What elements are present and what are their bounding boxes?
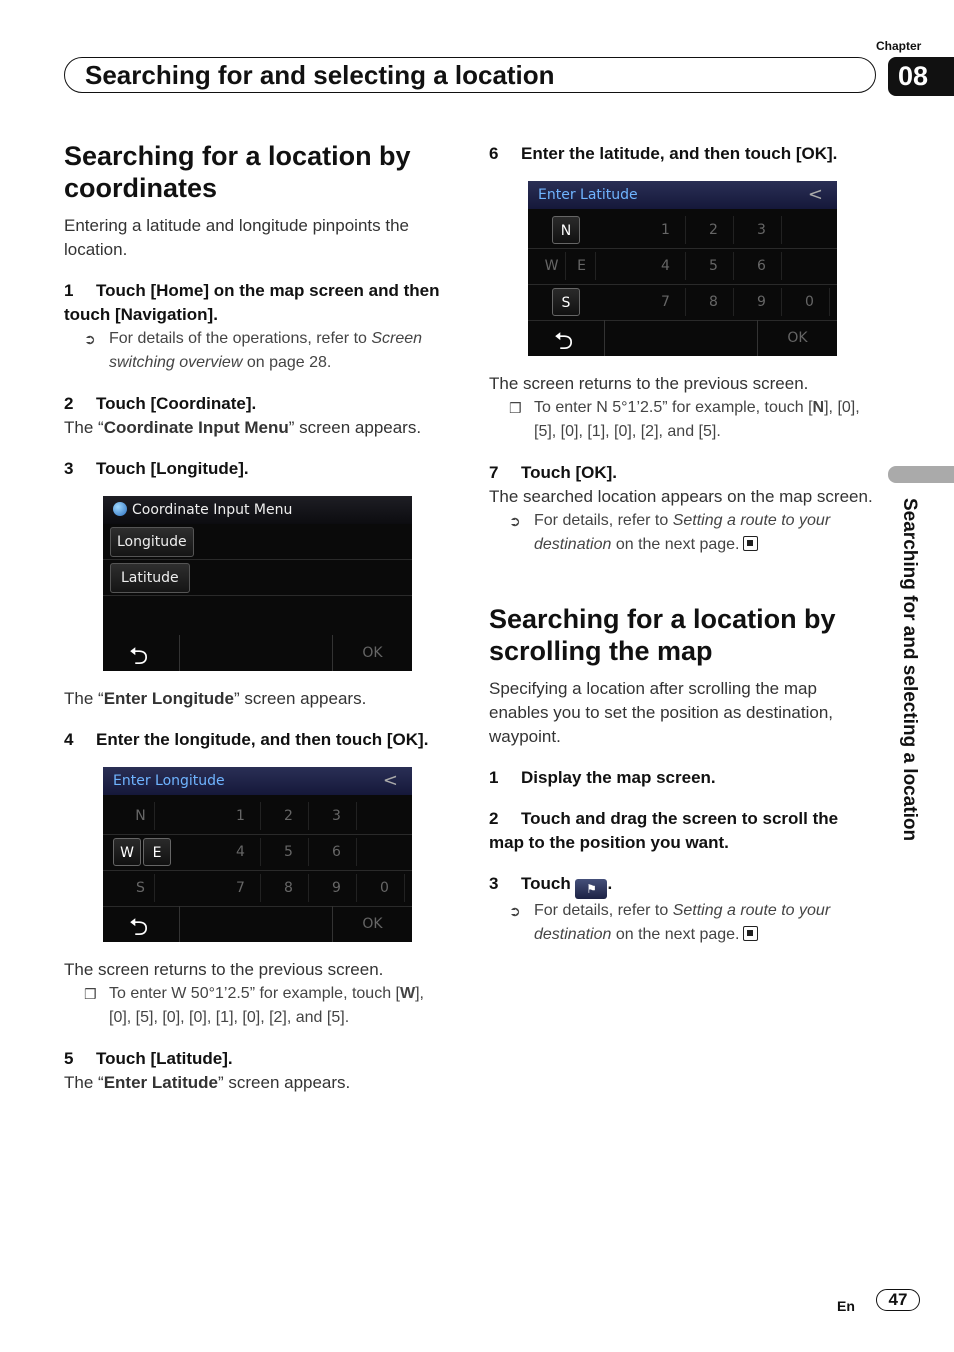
after-step-3: The “Enter Longitude” screen appears. — [64, 689, 367, 708]
key-3[interactable]: 3 — [742, 216, 782, 244]
key-s[interactable]: S — [552, 288, 580, 316]
step-6: 6 Enter the latitude, and then touch [OK]. — [489, 144, 838, 163]
key-6[interactable]: 6 — [317, 838, 357, 866]
intro-text: Entering a latitude and longitude pinpoints the location. — [64, 216, 409, 259]
screenshot-coordinate-menu — [103, 496, 412, 671]
step-4: 4 Enter the longitude, and then touch [OK]. — [64, 730, 429, 749]
key-w[interactable]: W — [113, 838, 141, 866]
key-0[interactable]: 0 — [790, 288, 830, 316]
key-4[interactable]: 4 — [221, 838, 261, 866]
step-5: 5 Touch [Latitude]. — [64, 1049, 233, 1068]
checkbox-icon: ❒ — [509, 400, 522, 416]
step-2: 2 Touch [Coordinate]. — [64, 394, 257, 413]
arrow-icon: ➲ — [84, 331, 96, 347]
left-column — [64, 140, 449, 1095]
key-n[interactable]: N — [127, 802, 155, 830]
note-6: ❒ To enter N 5°1’2.5” for example, touch [N], [0], [5], [0], [1], [0], [2], and [5]. — [489, 396, 874, 444]
end-mark-icon — [743, 536, 758, 551]
chapter-number: 08 — [888, 57, 954, 96]
note-1: ➲ For details of the operations, refer to Screen switching overview on page 28. — [64, 327, 449, 375]
screen-bottom-bar — [103, 635, 412, 671]
chapter-label: Chapter — [876, 39, 922, 53]
page-number: 47 — [876, 1289, 920, 1311]
screen-title: Enter Longitude < — [103, 767, 412, 795]
back-icon[interactable]: ⮌ — [554, 327, 574, 355]
step-2-body: The “Coordinate Input Menu” screen appears. — [64, 418, 422, 437]
arrow-icon: ➲ — [509, 513, 521, 529]
note-scroll-3: ➲ For details, refer to Setting a route to your destination on the next page. — [489, 899, 874, 947]
key-7[interactable]: 7 — [221, 874, 261, 902]
chevron-left-icon: < — [807, 184, 823, 205]
chapter-title: Searching for and selecting a location — [64, 57, 876, 93]
destination-flag-icon: ⚑ — [575, 879, 607, 899]
key-4[interactable]: 4 — [646, 252, 686, 280]
longitude-button[interactable]: Longitude — [110, 527, 194, 557]
right-column — [489, 140, 874, 947]
key-0[interactable]: 0 — [365, 874, 405, 902]
key-8[interactable]: 8 — [269, 874, 309, 902]
key-6[interactable]: 6 — [742, 252, 782, 280]
step-7: 7 Touch [OK]. — [489, 463, 617, 482]
screen-bottom-bar — [103, 906, 412, 942]
screenshot-enter-longitude — [103, 767, 412, 942]
key-9[interactable]: 9 — [317, 874, 357, 902]
screen-bottom-bar — [528, 320, 837, 356]
latitude-button[interactable]: Latitude — [110, 563, 190, 593]
scroll-step-3: 3 Touch ⚑ . — [489, 872, 874, 899]
side-tab-label: Searching for and selecting a location — [899, 498, 920, 842]
section-heading-scrolling: Searching for a location by scrolling the map — [489, 604, 836, 666]
side-tab-marker — [888, 466, 954, 483]
chevron-left-icon: < — [382, 770, 398, 791]
language-label: En — [837, 1298, 855, 1314]
ok-button[interactable]: OK — [332, 906, 412, 942]
screen-title: Coordinate Input Menu — [103, 496, 412, 524]
key-9[interactable]: 9 — [742, 288, 782, 316]
key-2[interactable]: 2 — [694, 216, 734, 244]
key-7[interactable]: 7 — [646, 288, 686, 316]
key-e[interactable]: E — [143, 838, 171, 866]
key-1[interactable]: 1 — [646, 216, 686, 244]
after-step-6: The screen returns to the previous screen. — [489, 374, 809, 393]
note-7: ➲ For details, refer to Setting a route to your destination on the next page. — [489, 509, 874, 557]
screenshot-enter-latitude — [528, 181, 837, 356]
section-heading-coordinates: Searching for a location by coordinates — [64, 141, 411, 203]
key-3[interactable]: 3 — [317, 802, 357, 830]
back-icon[interactable]: ⮌ — [129, 913, 149, 941]
screen-title: Enter Latitude < — [528, 181, 837, 209]
arrow-icon: ➲ — [509, 903, 521, 919]
key-5[interactable]: 5 — [694, 252, 734, 280]
note-4: ❒ To enter W 50°1’2.5” for example, touch [W], [0], [5], [0], [0], [1], [0], [2], and [5]. — [64, 982, 449, 1030]
ok-button[interactable]: OK — [332, 635, 412, 671]
back-icon[interactable]: ⮌ — [129, 642, 149, 670]
end-mark-icon — [743, 926, 758, 941]
intro-text-2: Specifying a location after scrolling the map enables you to set the position as destination, waypoint. — [489, 679, 834, 746]
after-step-4: The screen returns to the previous screen. — [64, 960, 384, 979]
key-w[interactable]: W — [538, 252, 566, 280]
scroll-step-1: 1 Display the map screen. — [489, 768, 716, 787]
step-7-body: The searched location appears on the map screen. — [489, 487, 873, 506]
step-1: 1 Touch [Home] on the map screen and then touch [Navigation]. — [64, 281, 440, 324]
key-e[interactable]: E — [568, 252, 596, 280]
key-5[interactable]: 5 — [269, 838, 309, 866]
step-3: 3 Touch [Longitude]. — [64, 459, 249, 478]
ok-button[interactable]: OK — [757, 320, 837, 356]
key-n[interactable]: N — [552, 216, 580, 244]
checkbox-icon: ❒ — [84, 986, 97, 1002]
globe-icon — [113, 502, 127, 516]
key-2[interactable]: 2 — [269, 802, 309, 830]
key-1[interactable]: 1 — [221, 802, 261, 830]
step-5-body: The “Enter Latitude” screen appears. — [64, 1073, 351, 1092]
scroll-step-2: 2 Touch and drag the screen to scroll the map to the position you want. — [489, 809, 839, 852]
key-8[interactable]: 8 — [694, 288, 734, 316]
key-s[interactable]: S — [127, 874, 155, 902]
